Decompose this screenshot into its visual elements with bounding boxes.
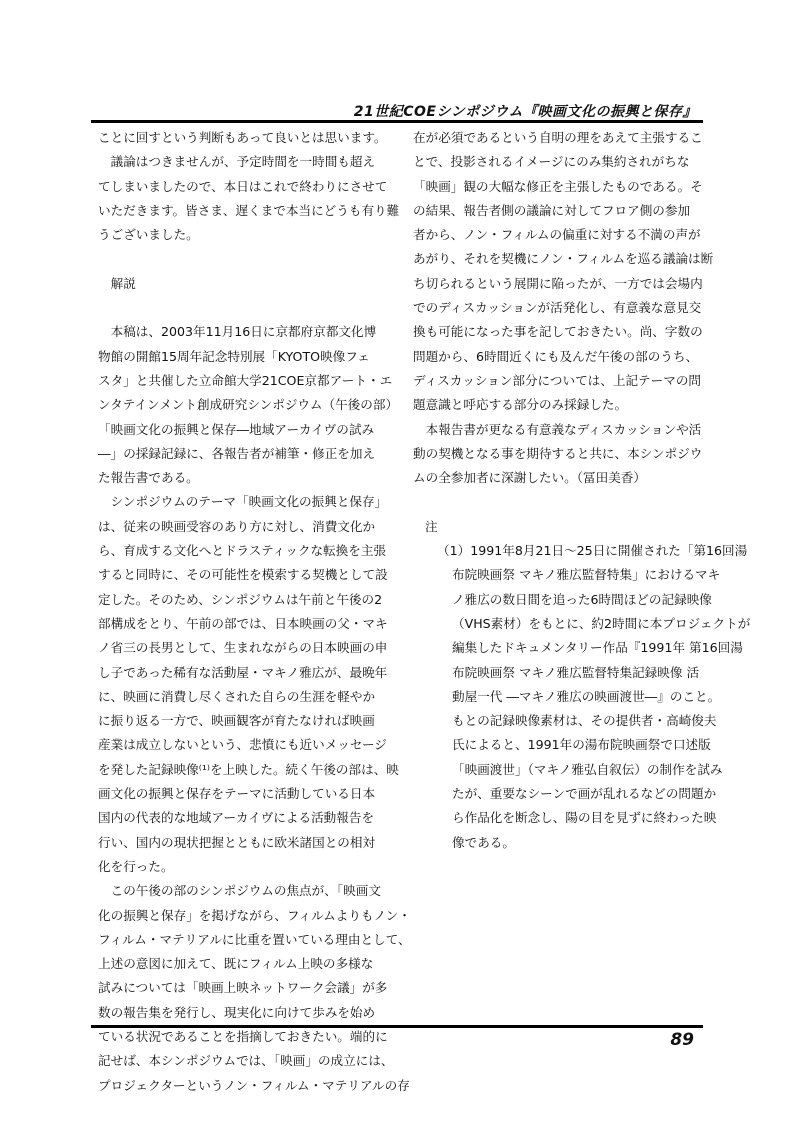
text-line: ら、育成する文化へとドラスティックな転換を主張 — [98, 543, 387, 559]
right-column — [413, 126, 751, 855]
spacer — [98, 247, 395, 271]
text-line: 物館の開館15周年記念特別展「KYOTO映像フェ — [98, 348, 370, 364]
text-line: を発した記録映像⁽¹⁾を上映した。続く午後の部は、映 — [98, 761, 399, 777]
text-line: 問題から、6時間近くにも及んだ午後の部のうち、 — [413, 348, 699, 364]
text-line: た報告書である。 — [98, 470, 199, 486]
text-line: 行い、国内の現状把握とともに欧米諸国との相対 — [98, 834, 376, 850]
right-body-text — [413, 126, 714, 490]
text-line: 者から、ノン・フィルムの偏重に対する不満の声が — [413, 227, 701, 243]
text-line: の結果、報告者側の議論に対してフロア側の参加 — [413, 202, 691, 218]
text-line: プロジェクターというノン・フィルム・マテリアルの存 — [98, 1077, 410, 1093]
text-line: 題意識と呼応する部分のみ採録した。 — [413, 397, 628, 413]
text-line: シンポジウムのテーマ「映画文化の振興と保存」 — [98, 494, 388, 510]
text-line: ち切られるという展開に陥ったが、一方では会場内 — [413, 275, 703, 291]
notes-heading: 注 — [425, 518, 438, 534]
text-line: 記せば、本シンポジウムでは、「映画」の成立には、 — [98, 1053, 394, 1069]
text-line: 定した。そのため、シンポジウムは午前と午後の2 — [98, 591, 383, 607]
text-line: 「映画」観の大幅な修正を主張したものである。そ — [413, 178, 703, 194]
text-line: 動屋一代 ―マキノ雅広の映画渡世―』のこと。 — [452, 688, 721, 704]
text-line: ノ省三の長男として、生まれながらの日本映画の申 — [98, 640, 388, 656]
text-line: 換も可能になった事を記しておきたい。尚、字数の — [413, 324, 703, 340]
text-line: この午後の部のシンポジウムの焦点が、「映画文 — [98, 883, 381, 899]
footer-rule — [91, 1025, 703, 1028]
text-line: し子であった稀有な活動屋・マキノ雅広が、最晩年 — [98, 664, 388, 680]
text-line: 布院映画祭 マキノ雅広監督特集記録映像 活 — [452, 664, 700, 680]
text-line: 産業は成立しないという、悲憤にも近いメッセージ — [98, 737, 387, 753]
text-line: 議論はつきませんが、予定時間を一時間も超え — [98, 154, 376, 170]
text-line: 布院映画祭 マキノ雅広監督特集」におけるマキ — [452, 567, 721, 583]
spacer — [413, 490, 703, 514]
text-line: ムの全参加者に深謝したい。（冨田美香） — [413, 470, 646, 486]
text-line: てしまいましたので、本日はこれで終わりにさせて — [98, 178, 388, 194]
text-line: 「映画渡世」（マキノ雅弘自叙伝）の制作を試み — [452, 761, 723, 777]
text-line: ノ雅広の数日間を追った6時間ほどの記録映像 — [452, 591, 712, 607]
text-line: （1）1991年8月21日～25日に開催された「第16回湯 — [437, 543, 748, 559]
text-line: 試みについては「映画上映ネットワーク会議」が多 — [98, 980, 388, 996]
page-number: 89 — [670, 1030, 694, 1050]
left-top-paragraph — [98, 126, 400, 247]
text-line: に、映画に消費し尽くされた自らの生涯を軽やか — [98, 688, 376, 704]
text-line: とで、投影されるイメージにのみ集約されがちな — [413, 154, 690, 170]
text-line: 在が必須であるという自明の理をあえて主張するこ — [413, 130, 703, 145]
text-line: 国内の代表的な地域アーカイヴによる活動報告を — [98, 810, 375, 826]
text-line: でのディスカッションが活発化し、有意義な意見交 — [413, 300, 702, 316]
left-body-text — [98, 320, 411, 1098]
text-line: 本稿は、2003年11月16日に京都府京都文化博 — [98, 324, 377, 340]
text-line: すると同時に、その可能性を模索する契機として設 — [98, 567, 388, 583]
text-line: 動の契機となる事を期待すると共に、本シンポジウ — [413, 445, 703, 461]
text-line: 本報告書が更なる有意義なディスカッションや活 — [413, 421, 702, 437]
header-rule — [91, 120, 703, 123]
running-header: 21世紀COEシンポジウム『映画文化の振興と保存』 — [353, 104, 697, 120]
section-heading: 解説 — [98, 275, 136, 291]
text-line: いただきます。皆さま、遅くまで本当にどうも有り難 — [98, 202, 400, 218]
spacer — [98, 296, 395, 320]
text-line: （VHS素材）をもとに、約2時間に本プロジェクトが — [452, 615, 751, 631]
text-line: ンタテインメント創成研究シンポジウム（午後の部） — [98, 397, 399, 413]
text-line: ディスカッション部分については、上記テーマの問 — [413, 372, 702, 388]
text-line: 氏によると、1991年の湯布院映画祭で口述版 — [452, 737, 711, 753]
text-line: ことに回すという判断もあって良いとは思います。 — [98, 130, 387, 145]
text-line: 編集したドキュメンタリー作品『1991年 第16回湯 — [452, 640, 743, 656]
text-line: あがり、それを契機にノン・フィルムを巡る議論は断 — [413, 251, 714, 267]
text-line: ―」の採録記録に、各報告者が補筆・修正を加え — [98, 445, 376, 461]
text-line: ら作品化を断念し、陽の目を見ずに終わった映 — [452, 810, 717, 826]
text-line: 像である。 — [452, 834, 515, 850]
text-line: は、従来の映画受容のあり方に対し、消費文化か — [98, 518, 376, 534]
text-line: ている状況であることを指摘しておきたい。端的に — [98, 1028, 388, 1044]
text-line: 化を行った。 — [98, 858, 174, 874]
text-line: 上述の意図に加えて、既にフィルム上映の多様な — [98, 956, 374, 972]
text-line: もとの記録映像素材は、その提供者・高崎俊夫 — [452, 713, 717, 729]
text-line: 化の振興と保存」を掲げながら、フィルムよりもノン・ — [98, 907, 411, 923]
left-column — [98, 126, 411, 1098]
text-line: 「映画文化の振興と保存―地域アーカイヴの試み — [98, 421, 375, 437]
text-line: たが、重要なシーンで画が乱れるなどの問題か — [452, 786, 717, 802]
text-line: うございました。 — [98, 227, 199, 243]
text-line: 部構成をとり、午前の部では、日本映画の父・マキ — [98, 615, 388, 631]
notes-list — [413, 539, 751, 855]
text-line: 画文化の振興と保存をテーマに活動している日本 — [98, 786, 376, 802]
text-line: スタ」と共催した立命館大学21COE京都アート・エ — [98, 372, 393, 388]
text-line: フィルム・マテリアルに比重を置いている理由として、 — [98, 931, 411, 947]
text-line: 数の報告集を発行し、現実化に向けて歩みを始め — [98, 1004, 376, 1020]
text-line: に振り返る一方で、映画観客が育たなければ映画 — [98, 713, 375, 729]
